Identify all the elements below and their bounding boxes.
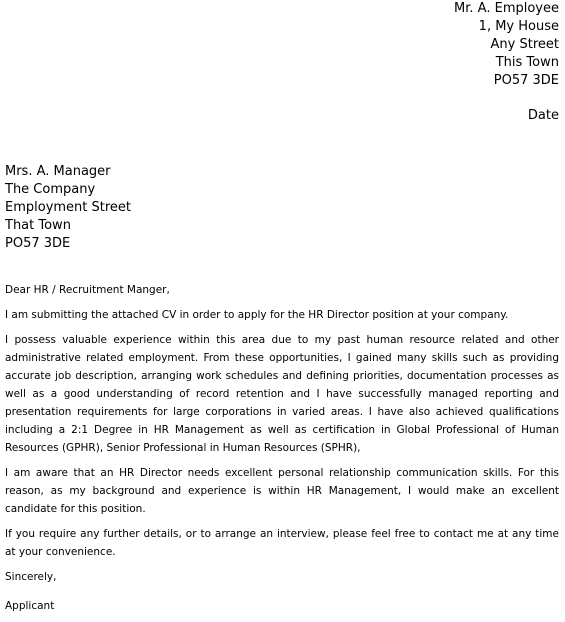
paragraph-experience: I possess valuable experience within this area due to my past human resource related and other administrative related employment. From these opportunities, I gained many skills such as providing accurate job description, arranging work schedules and defining priorities, documentation processes as well as a good understanding of record retention and I have successfully managed reporting and presentation requirements for large corporations in varied areas. I have also achieved qualifications including a 2:1 Degree in HR Management as well as certification in Global Professional of Human Resources (GPHR), Senior Professional in Human Resources (SPHR), <box>5 334 559 454</box>
signature: Applicant <box>5 600 55 612</box>
letter-body <box>5 281 559 622</box>
paragraph-contact: If you require any further details, or to arrange an interview, please feel free to contact me at any time at your convenience. <box>5 528 559 558</box>
recipient-postcode: PO57 3DE <box>5 236 71 251</box>
recipient-town: That Town <box>5 218 71 233</box>
paragraph-skills: I am aware that an HR Director needs excellent personal relationship communication skills. For this reason, as my background and experience is within HR Management, I would make an excellent candidate for this position. <box>5 467 559 515</box>
recipient-name: Mrs. A. Manager <box>5 164 111 179</box>
closing: Sincerely, <box>5 571 57 583</box>
recipient-company: The Company <box>5 182 96 197</box>
sender-street: Any Street <box>490 37 559 52</box>
sender-postcode: PO57 3DE <box>493 73 559 88</box>
sender-house: 1, My House <box>478 19 559 34</box>
paragraph-intro: I am submitting the attached CV in order to apply for the HR Director position at your company. <box>5 309 509 321</box>
recipient-address <box>5 163 131 253</box>
sender-name: Mr. A. Employee <box>454 1 559 16</box>
sender-town: This Town <box>495 55 559 70</box>
letter-date: Date <box>527 108 559 123</box>
salutation: Dear HR / Recruitment Manger, <box>5 284 170 296</box>
recipient-street: Employment Street <box>5 200 132 215</box>
sender-address <box>454 0 559 90</box>
